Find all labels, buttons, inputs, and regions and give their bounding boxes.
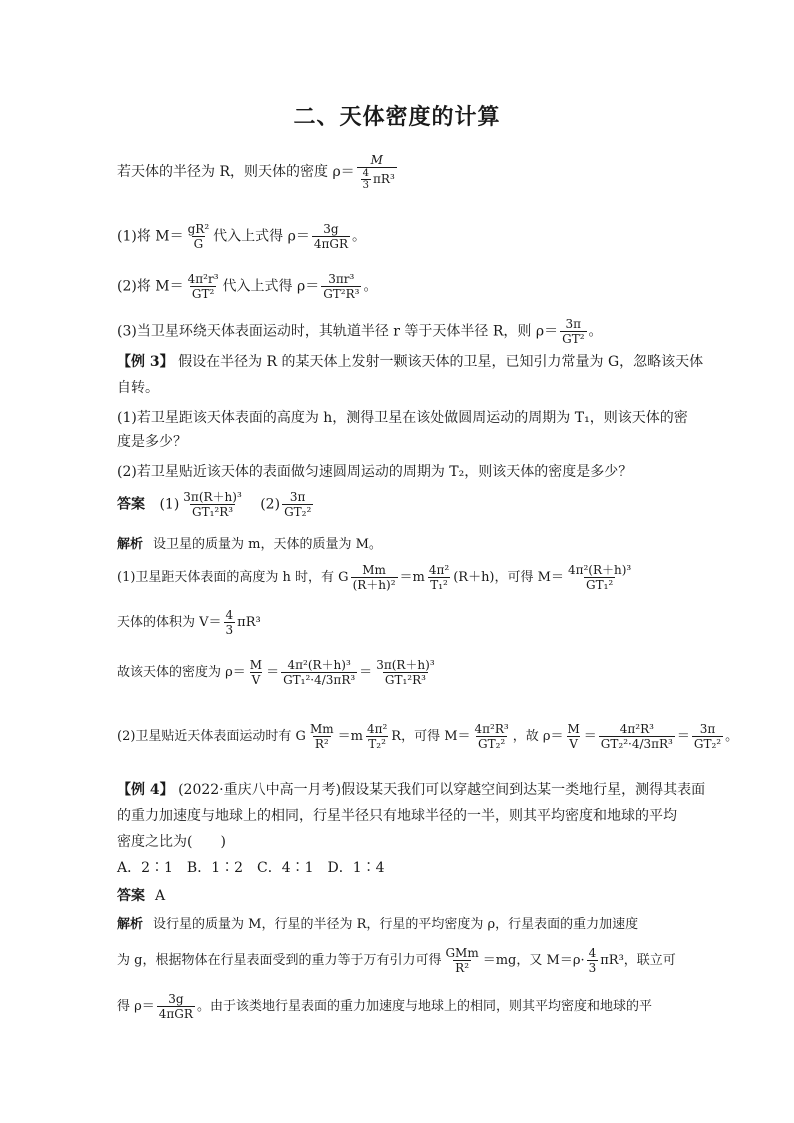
frac-num: Mm (362, 563, 386, 577)
frac-den: GT₁²R³ (384, 673, 426, 687)
text: (R＋h)，可得 M＝ (453, 570, 564, 585)
text: ＝ (266, 665, 280, 680)
frac-num: 4 (225, 608, 234, 622)
frac-den: GT₁²R³ (192, 505, 234, 519)
text: πR³ (237, 615, 261, 630)
frac-num: 4 (588, 946, 597, 960)
frac-den: V (569, 737, 578, 751)
density-fraction (357, 153, 397, 191)
question-2: (2)若卫星贴近该天体的表面做匀速圆周运动的周期为 T₂，则该天体的密度是多少？ (117, 464, 633, 480)
text: (3)当卫星环绕天体表面运动时，其轨道半径 r 等于天体半径 R，则 ρ＝ (117, 323, 559, 340)
para-3 (117, 317, 603, 346)
frac-num: 3π(R＋h)³ (376, 658, 435, 672)
frac-num: GMm (445, 946, 479, 960)
fraction (224, 608, 236, 637)
frac-den: GT₂² (478, 737, 506, 751)
para-2 (117, 272, 377, 301)
frac-num: M (567, 722, 580, 736)
frac-num: 4 (362, 168, 370, 179)
answer-value: A (155, 888, 166, 904)
example-4-line-3: 密度之比为( ) (117, 834, 226, 850)
answer-line-4 (117, 886, 165, 906)
text: ＝ (583, 729, 597, 744)
text: ＝ (359, 665, 373, 680)
para-1 (117, 222, 366, 251)
solution4-line-1 (117, 915, 638, 935)
text: (2)卫星贴近天体表面运动时有 G (117, 729, 306, 744)
frac-num: M (249, 658, 263, 672)
frac-den: GT₂² (284, 505, 312, 519)
text: R，可得 M＝ (391, 729, 471, 744)
fraction (374, 658, 436, 687)
text: 代入上式得 ρ＝ (213, 228, 310, 245)
frac-den: GT²R³ (323, 287, 360, 301)
frac-num: 3π(R＋h)³ (183, 490, 242, 504)
fraction (181, 490, 243, 519)
fraction (186, 272, 221, 301)
text: 代入上式得 ρ＝ (222, 278, 320, 295)
fraction (599, 722, 675, 751)
answer-label: 答案 (117, 496, 145, 513)
text: (2022·重庆八中高一月考)假设某天我们可以穿越空间到达某一类地行星，测得其表面 (178, 782, 706, 798)
question-1-line-2: 度是多少？ (117, 434, 187, 450)
text: 为 g，根据物体在行星表面受到的重力等于万有引力可得 (117, 953, 442, 968)
fraction (443, 946, 480, 975)
frac-num: 4π²R³ (474, 722, 509, 736)
text: πR³，联立可 (600, 953, 676, 968)
text: ＝ (676, 729, 690, 744)
frac-num: 3π (289, 490, 306, 504)
text: 设卫星的质量为 m，天体的质量为 M。 (153, 537, 382, 552)
text: 得 ρ＝ (117, 999, 155, 1014)
text: ＝mg，又 M＝ρ· (482, 953, 585, 968)
frac-den: 3 (588, 961, 597, 975)
frac-num: 3g (168, 992, 184, 1006)
fraction (427, 563, 451, 592)
text: 天体的体积为 V＝ (117, 615, 222, 630)
text: (1) (159, 496, 180, 513)
text: ，故 ρ＝ (512, 729, 564, 744)
text: (1)卫星距天体表面的高度为 h 时，有 G (117, 570, 349, 585)
frac-num: 4π²R³ (619, 722, 654, 736)
frac-den: R² (455, 961, 470, 975)
text: 故该天体的密度为 ρ＝ (117, 665, 246, 680)
frac-tail: πR³ (373, 172, 395, 186)
frac-den: T₂² (368, 737, 386, 751)
answer-line (117, 490, 315, 519)
choice-options: A．2∶1 B．1∶2 C．4∶1 D．1∶4 (117, 860, 385, 876)
example-tag: 【例 3】 (117, 354, 174, 370)
text: (2)将 M＝ (117, 278, 184, 295)
fraction (282, 490, 313, 519)
frac-num: 4π²(R＋h)³ (567, 563, 632, 577)
solution-line-1 (117, 563, 635, 592)
solution4-line-2 (117, 946, 676, 975)
fraction (566, 563, 633, 592)
frac-num: 4π² (366, 722, 388, 736)
text: (2) (260, 496, 281, 513)
intro-line (117, 153, 399, 191)
frac-den: 4πGR (158, 1007, 193, 1021)
frac-den: G (193, 237, 204, 251)
example-tag: 【例 4】 (117, 782, 174, 798)
fraction (560, 317, 586, 346)
fraction (365, 722, 389, 751)
frac-den: GT² (191, 287, 215, 301)
text: 。由于该类地行星表面的重力加速度与地球上的相同，则其平均密度和地球的平 (196, 999, 652, 1014)
solution4-line-3 (117, 992, 652, 1021)
example-4-line-2: 的重力加速度与地球上的相同，行星半径只有地球半径的一半，则其平均密度和地球的平均 (117, 808, 677, 824)
solution-line-2 (117, 722, 738, 751)
text: 。 (363, 278, 378, 295)
frac-num: 4π²(R＋h)³ (287, 658, 351, 672)
text: ＝m (399, 570, 425, 585)
density-line (117, 658, 439, 687)
text: (1)将 M＝ (117, 228, 184, 245)
example-3-line-1 (117, 352, 703, 372)
frac-num: Mm (309, 722, 334, 736)
frac-den: 3 (362, 180, 370, 191)
frac-den: GT₁²·4/3πR³ (283, 673, 356, 687)
frac-num: M (370, 153, 383, 167)
solution-label: 解析 (117, 917, 144, 932)
frac-num: 3π (565, 317, 582, 331)
fraction (473, 722, 511, 751)
intro-text: 若天体的半径为 R，则天体的密度 ρ＝ (117, 164, 355, 180)
frac-num: 3π (699, 722, 716, 736)
example-3-line-2: 自转。 (117, 380, 159, 396)
fraction (186, 222, 212, 251)
example-4-line-1 (117, 780, 705, 800)
text: 。 (725, 729, 739, 744)
frac-den: 3 (225, 623, 234, 637)
frac-num: 3πr³ (328, 272, 355, 286)
fraction (281, 658, 357, 687)
frac-den: T₁² (430, 578, 448, 592)
frac-num: 3g (323, 222, 339, 236)
answer-label: 答案 (117, 888, 145, 904)
text: 假设在半径为 R 的某天体上发射一颗该天体的卫星，已知引力常量为 G，忽略该天体 (178, 354, 704, 370)
fraction (308, 722, 336, 751)
text: 。 (588, 323, 603, 340)
page-title: 二、天体密度的计算 (293, 105, 501, 130)
volume-line (117, 608, 261, 637)
frac-den: 4πGR (313, 237, 348, 251)
question-1-line-1: (1)若卫星距该天体表面的高度为 h，测得卫星在该处做圆周运动的周期为 T₁，则该天体的密 (117, 410, 688, 426)
fraction (565, 722, 581, 751)
fraction (312, 222, 350, 251)
frac-den: V (251, 673, 261, 687)
fraction (321, 272, 361, 301)
text: 。 (352, 228, 366, 245)
solution-label: 解析 (117, 537, 144, 552)
frac-num: 4π² (428, 563, 450, 577)
solution-line-0 (117, 535, 382, 555)
frac-den: (R＋h)² (352, 578, 396, 592)
text: ＝m (337, 729, 363, 744)
fraction (351, 563, 398, 592)
text: 设行星的质量为 M，行星的半径为 R，行星的平均密度为 ρ，行星表面的重力加速度 (153, 917, 639, 932)
frac-num: 4π²r³ (187, 272, 219, 286)
frac-num: gR² (187, 222, 210, 236)
fraction (587, 946, 599, 975)
frac-den: R² (314, 737, 329, 751)
fraction (692, 722, 723, 751)
fraction (157, 992, 195, 1021)
frac-den: GT₁² (585, 578, 614, 592)
fraction (248, 658, 264, 687)
frac-den: GT² (562, 332, 585, 346)
frac-den: GT₂² (693, 737, 722, 751)
frac-den: GT₂²·4/3πR³ (600, 737, 673, 751)
